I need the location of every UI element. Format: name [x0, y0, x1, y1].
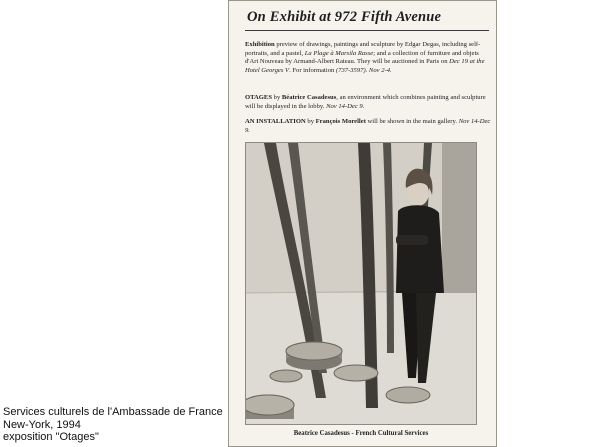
figure-arms	[396, 235, 428, 245]
p1-italic-3: (737-3597). Nov 2-4.	[335, 66, 392, 74]
paragraph-installation	[245, 118, 491, 135]
stump-5	[386, 387, 430, 403]
photo-illustration	[246, 143, 477, 425]
figure-body	[396, 205, 444, 293]
p2-lead: OTAGES	[245, 94, 272, 101]
caption-line-3: exposition "Otages"	[3, 431, 99, 443]
title-divider	[245, 30, 489, 31]
p3-lead: AN INSTALLATION	[245, 118, 306, 125]
document-title: On Exhibit at 972 Fifth Avenue	[247, 9, 442, 25]
paragraph-otages	[245, 94, 491, 111]
newsletter-clipping	[228, 0, 497, 447]
stump-2	[270, 370, 302, 382]
p1-text-3: . For information	[289, 66, 336, 74]
p1-text-2: ; and a collection of furniture and objets d'Art Nouveau by Armand-Albert Rateau. They will be auctioned in Paris on	[245, 49, 479, 66]
paragraph-degas-exhibition	[245, 41, 491, 75]
p1-italic-1: La Plage à Marsila Rasse	[304, 49, 374, 57]
p2-dates: Nov 14-Dec 9.	[326, 102, 365, 110]
p2-text-1: by	[272, 94, 282, 101]
p1-italic-2: Dec 19 at the Hotel Georges V	[245, 58, 485, 74]
image-caption	[3, 406, 225, 444]
p3-name: François Morellet	[315, 118, 366, 125]
caption-line-1: Services culturels de l'Ambassade de France	[3, 406, 223, 418]
p3-dates: Nov 14-Dec 9.	[245, 118, 491, 134]
p1-lead: Exhibition	[245, 41, 275, 48]
exhibit-photo	[245, 142, 477, 425]
p2-name: Béatrice Casadesus	[281, 94, 337, 101]
stump-3	[334, 365, 378, 381]
p3-text-2: will be shown in the main gallery.	[365, 118, 459, 125]
p2-text-2: , an environment which combines painting and sculpture will be displayed in the lobby.	[245, 94, 486, 110]
caption-line-2: New-York, 1994	[3, 418, 81, 431]
photo-credit: Beatrice Casadesus - French Cultural Services	[293, 430, 429, 437]
p3-text-1: by	[305, 118, 316, 125]
p1-text-1: preview of drawings, paintings and sculpture by Edgar Degas, including self-portraits, and a pastel,	[245, 41, 481, 57]
